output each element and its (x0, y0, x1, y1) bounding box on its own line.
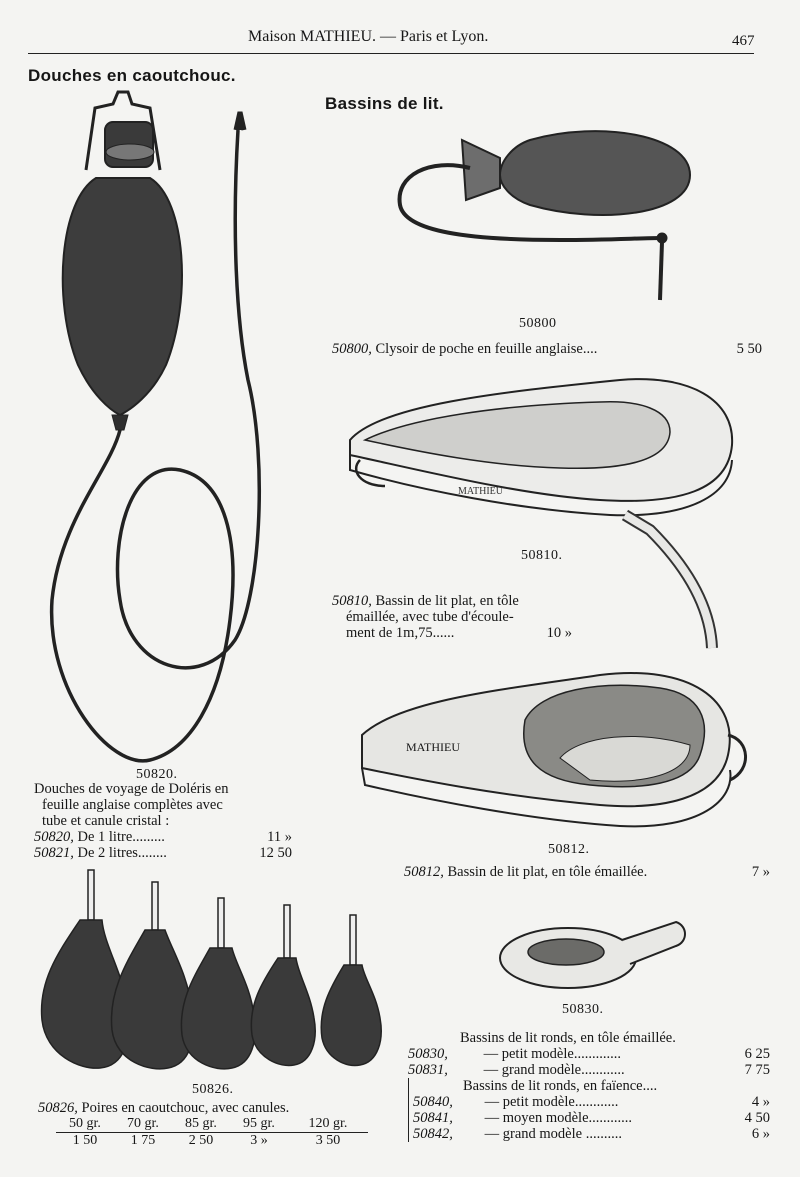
group2-title: Bassins de lit ronds, en faïence.... (463, 1078, 658, 1094)
label-50840: — petit modèle............ (484, 1094, 619, 1110)
price-cell: 1 75 (130, 1133, 156, 1148)
desc-50820-line1: Douches de voyage de Doléris en (34, 781, 229, 797)
ref-50841: 50841, (413, 1110, 453, 1126)
item-50826 (38, 1100, 289, 1116)
row-50831 (408, 1062, 770, 1078)
weight-cell: 120 gr. (288, 1116, 368, 1133)
price-50800: 5 50 (736, 341, 762, 357)
price-50810: 10 » (546, 625, 572, 641)
price-50831: 7 75 (744, 1062, 770, 1078)
price-cell: 1 50 (72, 1133, 98, 1148)
weight-cell: 50 gr. (56, 1116, 114, 1133)
price-cell: 3 50 (315, 1133, 341, 1148)
price-50821: 12 50 (259, 845, 292, 861)
label-50821: De 2 litres........ (77, 845, 167, 861)
item-50800 (332, 341, 762, 357)
group1-title: Bassins de lit ronds, en tôle émaillée. (460, 1030, 676, 1046)
price-50820: 11 » (267, 829, 292, 845)
price-table-50826 (56, 1116, 368, 1149)
ref-50840: 50840, (413, 1094, 453, 1110)
ref-50842: 50842, (413, 1126, 453, 1142)
ref-50831: 50831, (408, 1062, 448, 1078)
item-50810 (332, 593, 572, 641)
prices-row (56, 1133, 368, 1150)
price-cell: 3 » (250, 1133, 268, 1148)
ref-50800: 50800, (332, 341, 372, 357)
weight-cell: 95 gr. (230, 1116, 288, 1133)
row-50821 (34, 845, 292, 861)
desc-50826: Poires en caoutchouc, avec canules. (81, 1100, 290, 1116)
svg-text:MATHIEU: MATHIEU (458, 486, 503, 497)
price-50840: 4 » (751, 1094, 770, 1110)
ref-50830: 50830, (408, 1046, 448, 1062)
fig-number-50810: 50810. (521, 548, 563, 563)
label-50830: — petit modèle............. (483, 1046, 621, 1062)
ref-50826: 50826, (38, 1100, 78, 1116)
desc-50810-line3: ment de 1m,75...... (346, 625, 455, 641)
label-50831: — grand modèle............ (483, 1062, 625, 1078)
desc-50820-line3: tube et canule cristal : (42, 813, 170, 829)
desc-50820-line2: feuille anglaise complètes avec (42, 797, 223, 813)
price-50812: 7 » (751, 864, 770, 880)
price-50830: 6 25 (744, 1046, 770, 1062)
fig-number-50800: 50800 (519, 316, 557, 331)
weight-cell: 85 gr. (172, 1116, 230, 1133)
ref-50812: 50812, (404, 864, 444, 880)
ref-50820: 50820, (34, 829, 74, 845)
desc-50800: Clysoir de poche en feuille anglaise.... (375, 341, 598, 357)
fig-number-50812: 50812. (548, 842, 590, 857)
desc-50810-line1: Bassin de lit plat, en tôle (375, 593, 519, 609)
fig-number-50820: 50820. (136, 767, 178, 782)
fig-number-50830: 50830. (562, 1002, 604, 1017)
weight-cell: 70 gr. (114, 1116, 172, 1133)
label-50841: — moyen modèle............ (484, 1110, 633, 1126)
price-cell: 2 50 (188, 1133, 214, 1148)
desc-50810-line2: émaillée, avec tube d'écoule- (346, 609, 514, 625)
label-50820: De 1 litre......... (77, 829, 165, 845)
bassin-stamp-mathieu: MATHIEU (406, 740, 460, 754)
price-50842: 6 » (751, 1126, 770, 1142)
label-50842: — grand modèle .......... (484, 1126, 622, 1142)
section-title-douches: Douches en caoutchouc. (28, 66, 236, 85)
desc-50812: Bassin de lit plat, en tôle émaillée. (447, 864, 648, 880)
page-number: 467 (732, 33, 755, 49)
row-50820 (34, 829, 292, 845)
weights-row (56, 1116, 368, 1133)
faience-block (408, 1078, 770, 1142)
row-50842 (413, 1126, 770, 1142)
row-50840 (413, 1094, 770, 1110)
fig-number-50826: 50826. (192, 1082, 234, 1097)
ref-50821: 50821, (34, 845, 74, 861)
row-50830 (408, 1046, 770, 1062)
item-50820 (34, 781, 292, 861)
section-title-bassins: Bassins de lit. (325, 94, 444, 113)
ref-50810: 50810, (332, 593, 372, 609)
row-50841 (413, 1110, 770, 1126)
item-50830 (408, 1030, 770, 1142)
item-50812 (404, 864, 770, 880)
running-header: Maison MATHIEU. — Paris et Lyon. (248, 28, 489, 45)
price-50841: 4 50 (744, 1110, 770, 1126)
